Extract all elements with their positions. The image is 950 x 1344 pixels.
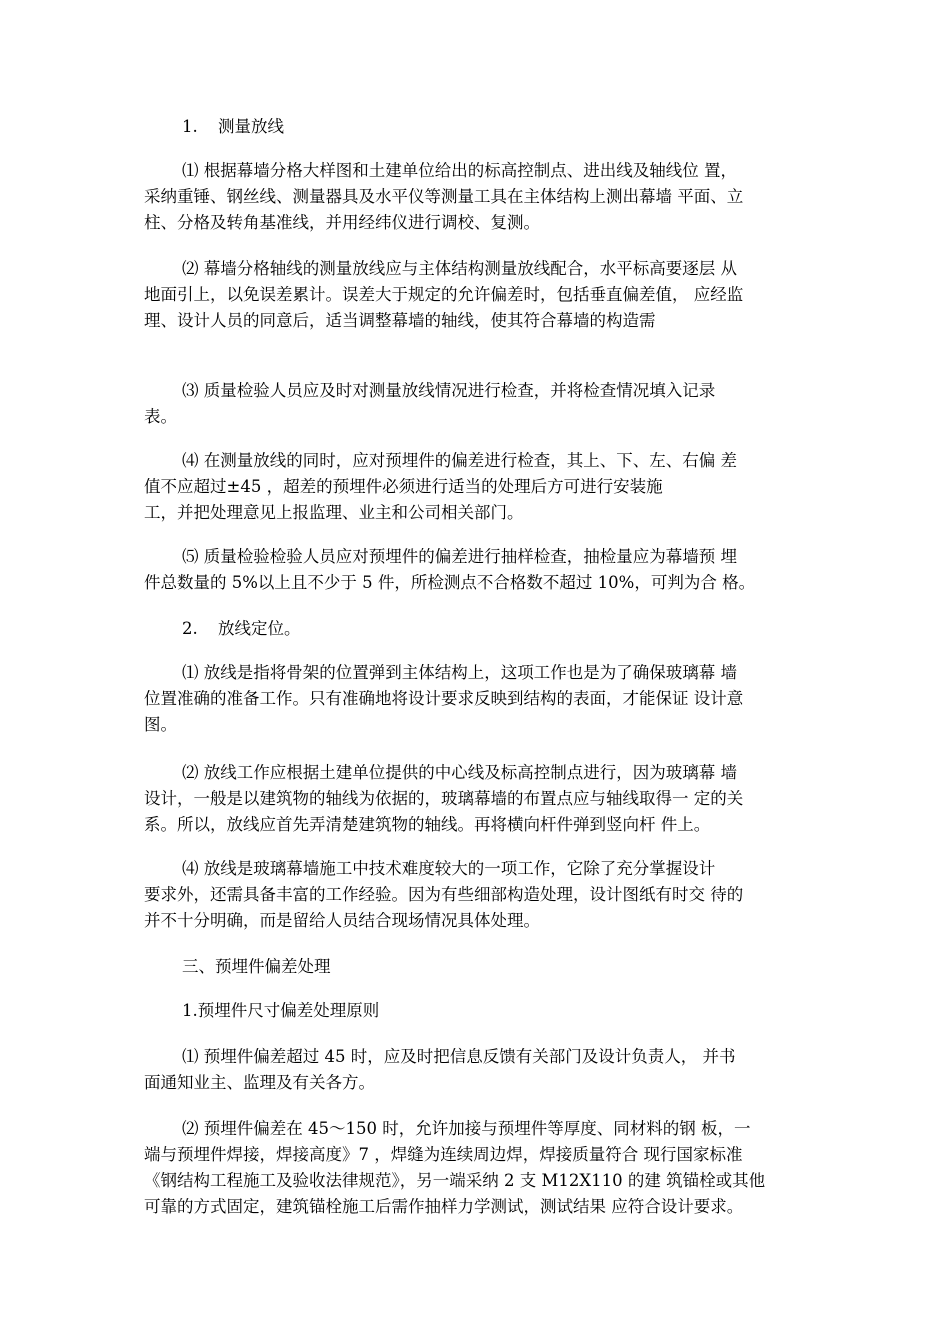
section-2-heading-number: 2. <box>182 619 198 638</box>
section-3-heading-text: 三、预埋件偏差处理 <box>182 957 331 976</box>
section-3-paragraph-2 <box>144 1116 814 1220</box>
paragraph-line: ⑸ 质量检验检验人员应对预埋件的偏差进行抽样检查，抽检量应为幕墙预 埋 <box>182 547 737 566</box>
section-1-paragraph-1 <box>144 158 814 236</box>
section-1-paragraph-4 <box>144 448 814 526</box>
paragraph-line: 设计，一般是以建筑物的轴线为依据的，玻璃幕墙的布置点应与轴线取得一 定的关 <box>144 789 744 808</box>
paragraph-line: 图。 <box>144 715 177 734</box>
section-2-paragraph-2 <box>144 760 814 838</box>
section-2-paragraph-3 <box>144 856 814 934</box>
paragraph-line: ⑴ 放线是指将骨架的位置弹到主体结构上，这项工作也是为了确保玻璃幕 墙 <box>182 663 737 682</box>
paragraph-line: 可靠的方式固定，建筑锚栓施工后需作抽样力学测试，测试结果 应符合设计要求。 <box>144 1197 744 1216</box>
section-1-paragraph-3 <box>144 378 814 430</box>
paragraph-line: 采纳重锤、钢丝线、测量器具及水平仪等测量工具在主体结构上测出幕墙 平面、立 <box>144 187 744 206</box>
paragraph-line: 表。 <box>144 407 177 426</box>
paragraph-line: 工，并把处理意见上报监理、业主和公司相关部门。 <box>144 503 524 522</box>
paragraph-line: 理、设计人员的同意后，适当调整幕墙的轴线，使其符合幕墙的构造需 <box>144 311 656 330</box>
paragraph-line: 位置准确的准备工作。只有准确地将设计要求反映到结构的表面，才能保证 设计意 <box>144 689 744 708</box>
section-3-heading <box>144 954 814 980</box>
section-1-paragraph-2 <box>144 256 814 334</box>
paragraph-line: ⑴ 预埋件偏差超过 45 时，应及时把信息反馈有关部门及设计负责人， 并书 <box>182 1047 736 1066</box>
paragraph-line: ⑵ 幕墙分格轴线的测量放线应与主体结构测量放线配合，水平标高要逐层 从 <box>182 259 737 278</box>
paragraph-line: 柱、分格及转角基准线，并用经纬仪进行调校、复测。 <box>144 213 540 232</box>
paragraph-line: ⑴ 根据幕墙分格大样图和土建单位给出的标高控制点、进出线及轴线位 置， <box>182 161 737 180</box>
section-1-heading <box>144 114 814 140</box>
section-3-paragraph-1 <box>144 1044 814 1096</box>
section-1-paragraph-5 <box>144 544 814 596</box>
paragraph-line: ⑷ 放线是玻璃幕墙施工中技术难度较大的一项工作，它除了充分掌握设计 <box>182 859 716 878</box>
paragraph-line: 《钢结构工程施工及验收法律规范》，另一端采纳 2 支 M12X110 的建 筑锚栓或其他 <box>144 1171 766 1190</box>
section-1-heading-text: 测量放线 <box>218 117 284 136</box>
section-3-subheading <box>144 998 814 1024</box>
paragraph-line: 地面引上，以免误差累计。误差大于规定的允许偏差时，包括垂直偏差值， 应经监 <box>144 285 744 304</box>
paragraph-line: ⑵ 预埋件偏差在 45〜150 时，允许加接与预埋件等厚度、同材料的钢 板，一 <box>182 1119 751 1138</box>
section-3-subheading-text: 1.预埋件尺寸偏差处理原则 <box>182 1001 380 1020</box>
paragraph-line: 面通知业主、监理及有关各方。 <box>144 1073 375 1092</box>
paragraph-line: 值不应超过±45 ，超差的预埋件必须进行适当的处理后方可进行安装施 <box>144 477 663 496</box>
section-2-paragraph-1 <box>144 660 814 738</box>
paragraph-line: ⑷ 在测量放线的同时，应对预埋件的偏差进行检查，其上、下、左、右偏 差 <box>182 451 737 470</box>
section-1-heading-number: 1. <box>182 117 198 136</box>
paragraph-line: 件总数量的 5%以上且不少于 5 件，所检测点不合格数不超过 10%，可判为合 格。 <box>144 573 756 592</box>
section-2-heading <box>144 616 814 642</box>
paragraph-line: 并不十分明确，而是留给人员结合现场情况具体处理。 <box>144 911 540 930</box>
paragraph-line: 要求外，还需具备丰富的工作经验。因为有些细部构造处理，设计图纸有时交 待的 <box>144 885 744 904</box>
paragraph-line: ⑵ 放线工作应根据土建单位提供的中心线及标高控制点进行，因为玻璃幕 墙 <box>182 763 737 782</box>
section-2-heading-text: 放线定位。 <box>218 619 301 638</box>
paragraph-line: 系。所以，放线应首先弄清楚建筑物的轴线。再将横向杆件弹到竖向杆 件上。 <box>144 815 711 834</box>
paragraph-line: 端与预埋件焊接，焊接高度》7 ，焊缝为连续周边焊，焊接质量符合 现行国家标准 <box>144 1145 743 1164</box>
paragraph-line: ⑶ 质量检验人员应及时对测量放线情况进行检查，并将检查情况填入记录 <box>182 381 716 400</box>
